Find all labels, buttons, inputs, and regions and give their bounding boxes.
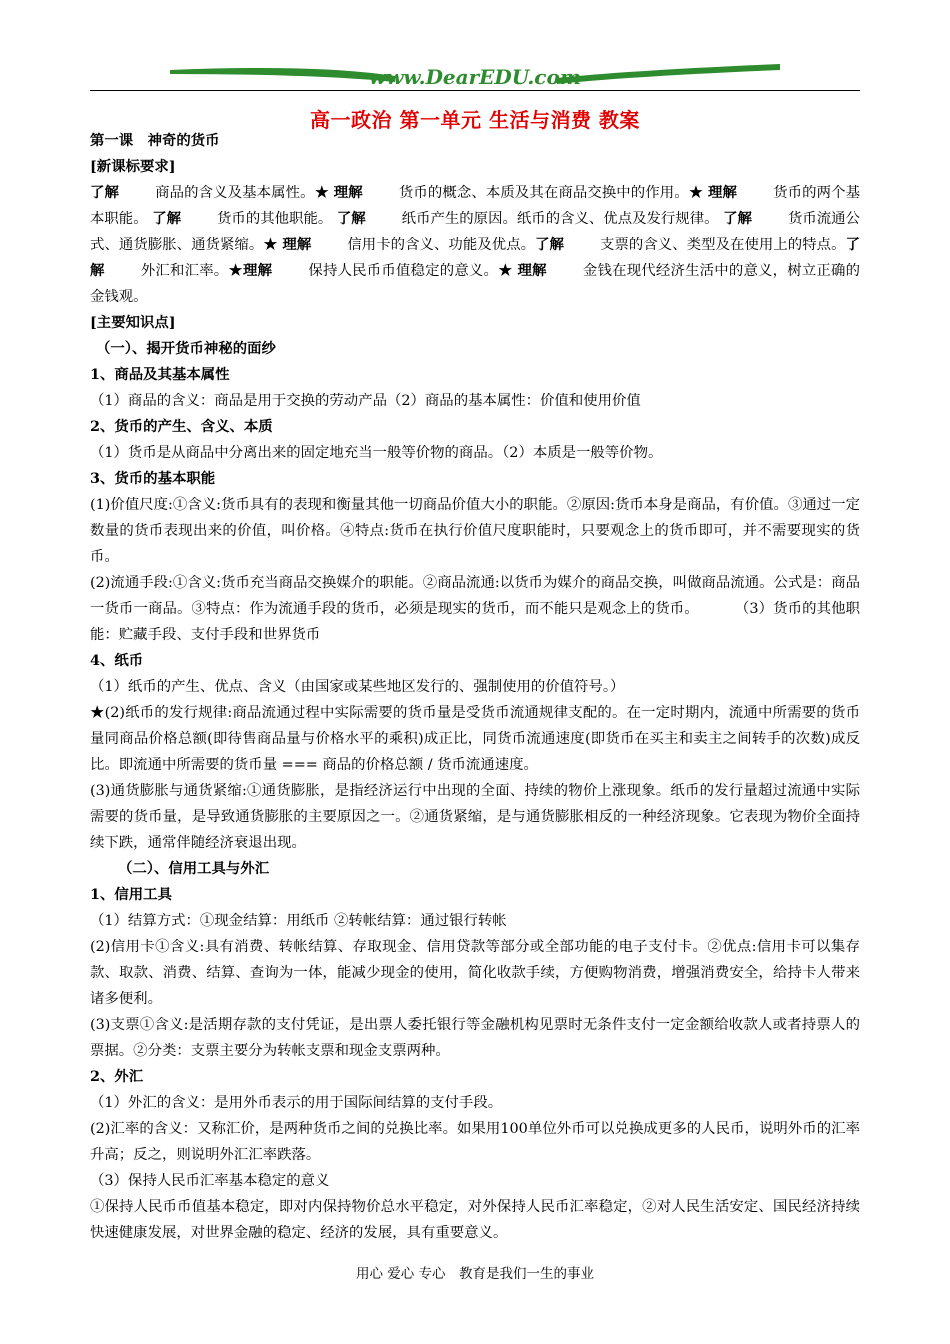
req-level: 理解 — [517, 262, 547, 279]
req-level: 理解 — [707, 184, 737, 201]
req-level: 了解 — [90, 236, 860, 279]
subsection-heading: 4、纸币 — [90, 652, 144, 669]
paragraph: (2)汇率的含义：又称汇价，是两种货币之间的兑换比率。如果用100单位外币可以兑换成更多的人民币，说明外币的汇率升高；反之，则说明外汇汇率跌落。 — [90, 1121, 860, 1163]
requirements-heading: [新课标要求] — [90, 158, 176, 175]
document-body — [90, 128, 860, 1246]
subsection-heading: 1、信用工具 — [90, 886, 172, 903]
section-heading: （一）、揭开货币神秘的面纱 — [96, 340, 276, 357]
req-level: 了解 — [723, 210, 752, 227]
paragraph: （1）结算方式：①现金结算：用纸币 ②转帐结算：通过银行转帐 — [90, 913, 507, 929]
req-text: 保持人民币币值稳定的意义。★ — [308, 263, 518, 279]
req-level: 理解 — [282, 236, 312, 253]
site-url: www.DearEDU.com — [368, 65, 582, 89]
section-heading: （二）、信用工具与外汇 — [118, 860, 270, 877]
subsection-heading: 2、货币的产生、含义、本质 — [90, 418, 273, 435]
paragraph: （1）货币是从商品中分离出来的固定地充当一般等价物的商品。（2）本质是一般等价物。 — [90, 445, 663, 461]
req-text: 支票的含义、类型及在使用上的特点。 — [599, 237, 846, 253]
req-text: 信用卡的含义、功能及优点。 — [347, 237, 536, 253]
paragraph-text: （3）货币的其他职能：贮藏手段、支付手段和世界货币 — [90, 601, 860, 643]
paragraph: ★(2)纸币的发行规律:商品流通过程中实际需要的货币量是受货币流通规律支配的。在一定时期内，流通中所需要的货币量同商品价格总额(即待售商品量与价格水平的乘积)成正比，同货币流通速度(即货币在买主和卖主之间转手的次数)成反比。即流通中所需要的货币量 === 商品的价格总额 / 货币流通速度。 — [90, 705, 860, 773]
req-text: 金钱在现代经济生活中的意义，树立正确的金钱观。 — [90, 263, 860, 305]
paragraph: (2)信用卡①含义:具有消费、转帐结算、存取现金、信用贷款等部分或全部功能的电子支付卡。②优点:信用卡可以集存款、取款、消费、结算、查询为一体，能减少现金的使用，简化收款手续，方便购物消费，增强消费安全，给持卡人带来诸多便利。 — [90, 939, 860, 1007]
paragraph — [90, 570, 860, 648]
subsection-heading: 1、商品及其基本属性 — [90, 366, 230, 383]
req-level: 理解 — [242, 262, 273, 279]
paragraph: (3)通货膨胀与通货紧缩:①通货膨胀，是指经济运行中出现的全面、持续的物价上涨现象。纸币的发行量超过流通中实际需要的货币量，是导致通货膨胀的主要原因之一。②通货紧缩，是与通货膨胀相反的一种经济现象。它表现为物价全面持续下跌，通常伴随经济衰退出现。 — [90, 783, 860, 851]
req-text: 货币的其他职能。 — [217, 211, 333, 227]
req-text: 货币的两个基本职能。 — [90, 185, 860, 227]
header-divider — [90, 90, 860, 91]
paragraph: ①保持人民币币值基本稳定，即对内保持物价总水平稳定，对外保持人民币汇率稳定，②对人民生活安定、国民经济持续快速健康发展，对世界金融的稳定、经济的发展，具有重要意义。 — [90, 1199, 860, 1241]
req-level: 理解 — [333, 184, 363, 201]
paragraph-text: (2)流通手段:①含义:货币充当商品交换媒介的职能。②商品流通:以货币为媒介的商品交换，叫做商品流通。公式是：商品一货币一商品。③特点：作为流通手段的货币，必须是现实的货币，而不能只是观念上的货币。 — [90, 575, 860, 617]
subsection-heading: 3、货币的基本职能 — [90, 470, 216, 487]
paragraph: （1）纸币的产生、优点、含义（由国家或某些地区发行的、强制使用的价值符号。） — [90, 679, 625, 695]
page-footer: 用心 爱心 专心 教育是我们一生的事业 — [355, 1266, 595, 1282]
subsection-heading: 2、外汇 — [90, 1068, 144, 1085]
lesson-title: 第一课 神奇的货币 — [90, 132, 220, 149]
requirements-paragraph — [90, 180, 860, 310]
document-title: 高一政治 第一单元 生活与消费 教案 — [310, 108, 640, 132]
req-level: 了解 — [152, 210, 182, 227]
req-text: 外汇和汇率。★ — [140, 263, 243, 279]
req-text: 纸币产生的原因。纸币的含义、优点及发行规律。 — [401, 211, 719, 227]
paragraph: (3)支票①含义:是活期存款的支付凭证，是出票人委托银行等金融机构见票时无条件支付一定金额给收款人或者持票人的票据。②分类：支票主要分为转帐支票和现金支票两种。 — [90, 1017, 860, 1059]
paragraph: （3）保持人民币汇率基本稳定的意义 — [90, 1173, 330, 1189]
req-text: 货币的概念、本质及其在商品交换中的作用。★ — [398, 185, 708, 201]
req-level: 了解 — [90, 184, 119, 201]
paragraph: (1)价值尺度:①含义:货币具有的表现和衡量其他一切商品价值大小的职能。②原因:货币本身是商品，有价值。③通过一定数量的货币表现出来的价值，叫价格。④特点:货币在执行价值尺度职能时，只要观念上的货币即可，并不需要现实的货币。 — [90, 497, 860, 565]
paragraph: （1）商品的含义：商品是用于交换的劳动产品（2）商品的基本属性：价值和使用价值 — [90, 393, 641, 409]
req-level: 了解 — [336, 210, 366, 227]
req-level: 了解 — [535, 236, 564, 253]
main-points-heading: [主要知识点] — [90, 314, 176, 331]
paragraph: （1）外汇的含义：是用外币表示的用于国际间结算的支付手段。 — [90, 1095, 503, 1111]
req-text: 商品的含义及基本属性。★ — [155, 185, 334, 201]
req-text: 货币流通公式、通货膨胀、通货紧缩。★ — [90, 211, 860, 253]
